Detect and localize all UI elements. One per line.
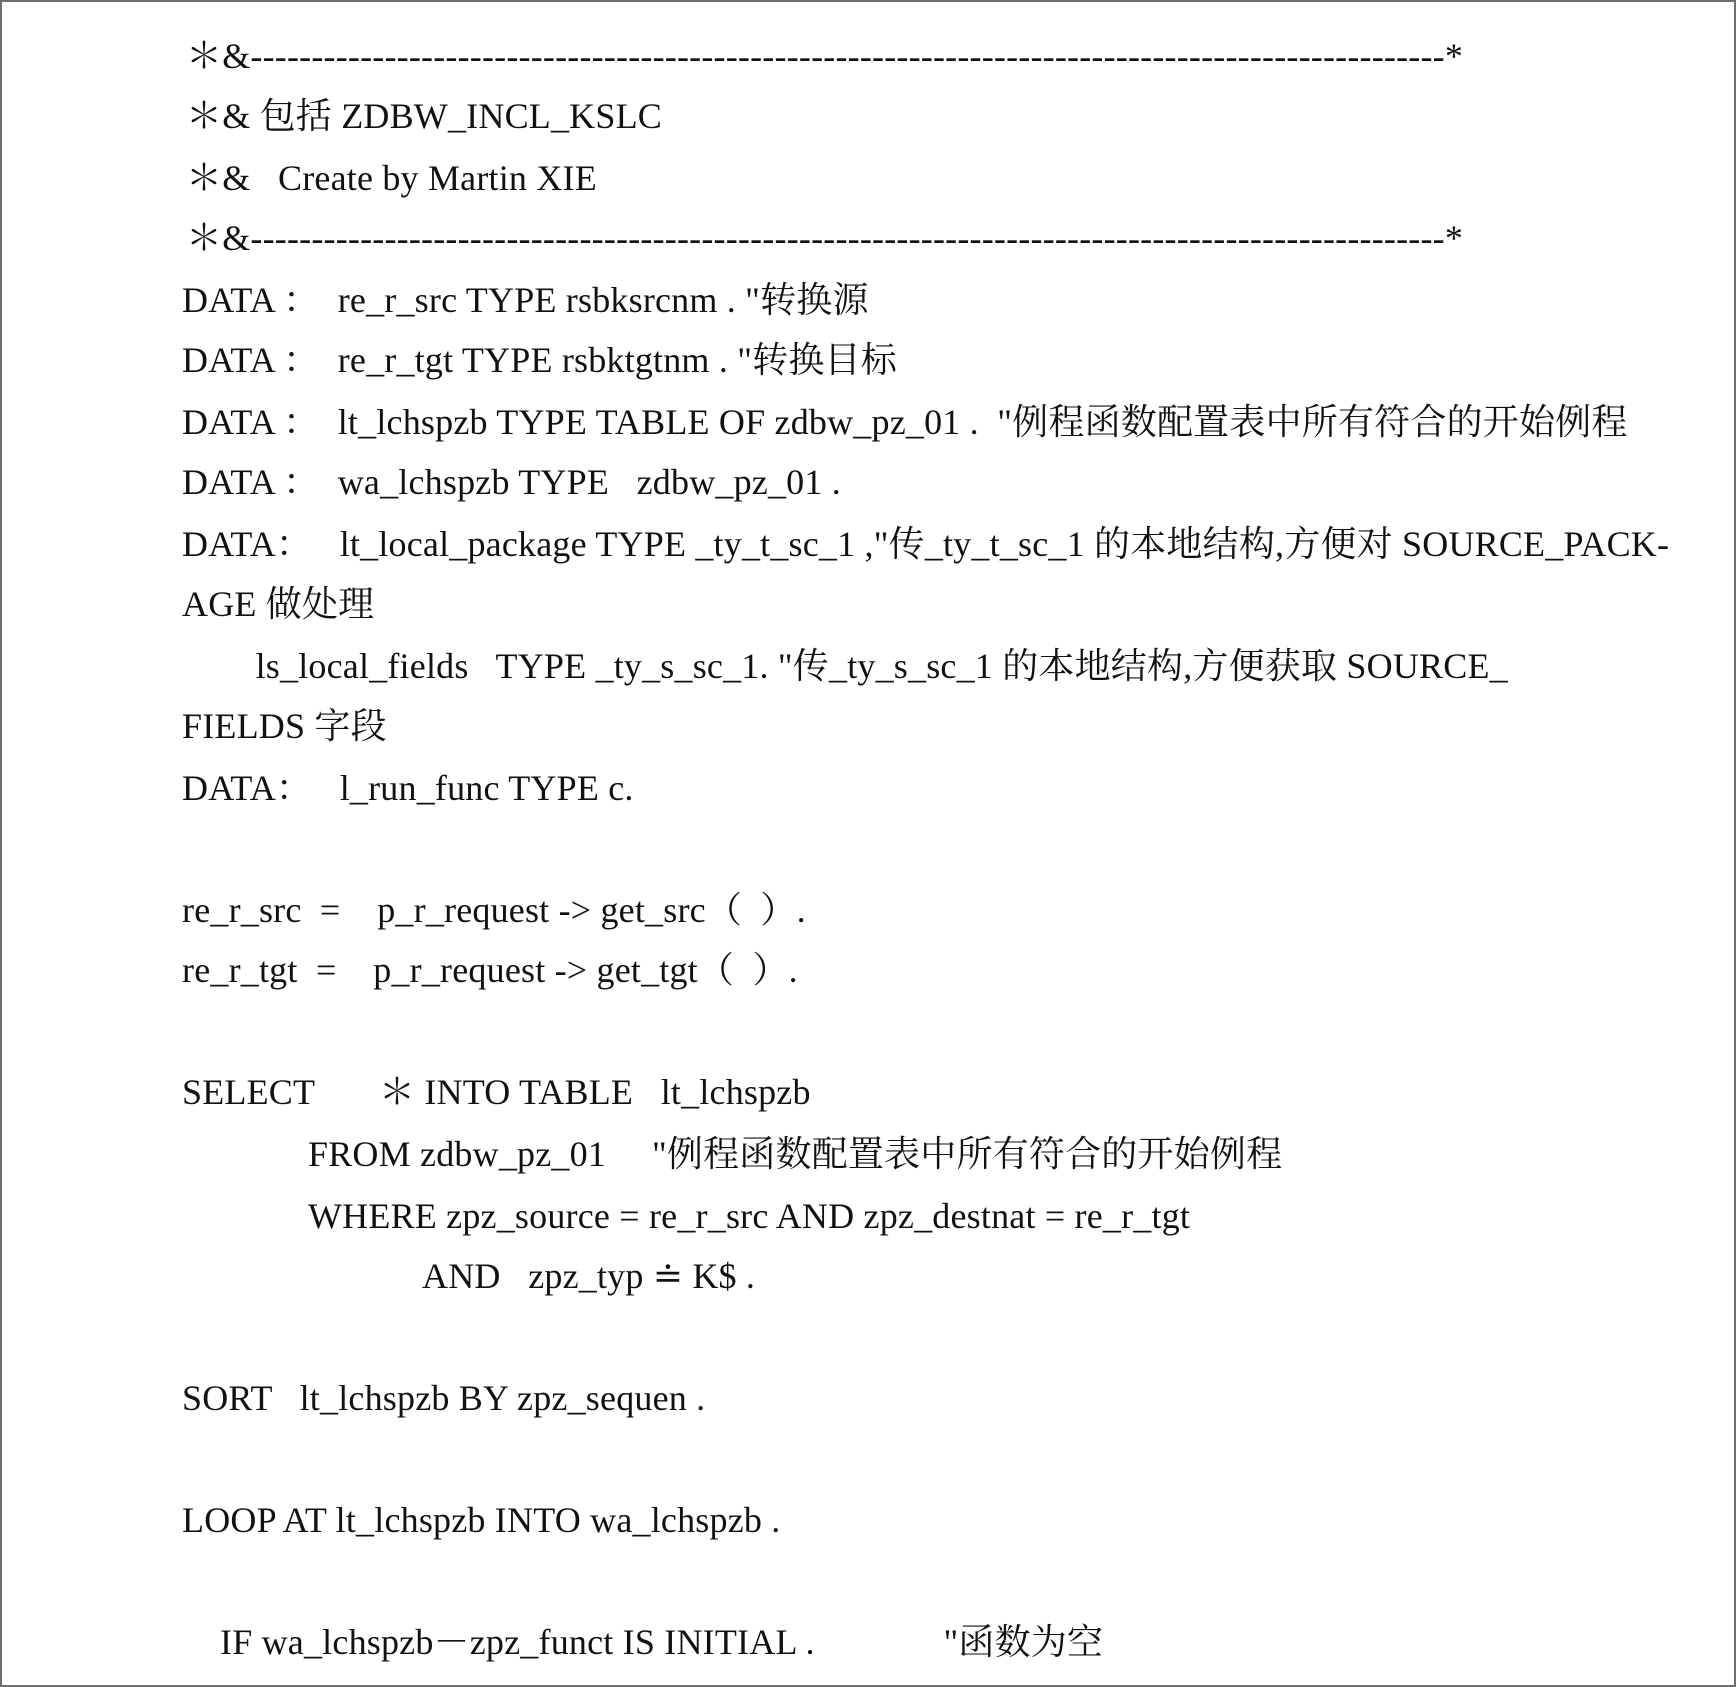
code-line-header-rule-bottom: ＊&--------------------------------------------------------------------------------------------------* [186, 218, 1464, 258]
code-line-select: SELECT ＊ INTO TABLE lt_lchspzb [182, 1072, 811, 1112]
code-line-data-re-r-tgt: DATA ： re_r_tgt TYPE rsbktgtnm . "转换目标 [182, 340, 897, 380]
code-line-data-re-r-src: DATA ： re_r_src TYPE rsbksrcnm . "转换源 [182, 280, 869, 320]
code-line-and-zpz-typ: AND zpz_typ ≐ K$ . [422, 1256, 756, 1296]
code-line-assign-re-r-tgt: re_r_tgt = p_r_request -> get_tgt（ ）. [182, 950, 798, 990]
code-line-local-fields: ls_local_fields TYPE _ty_s_sc_1. "传_ty_s_sc_1 的本地结构,方便获取 SOURCE_ [182, 646, 1508, 686]
code-line-include-name: ＊& 包括 ZDBW_INCL_KSLC [186, 96, 662, 136]
code-line-from: FROM zdbw_pz_01 "例程函数配置表中所有符合的开始例程 [308, 1134, 1283, 1174]
code-line-sort: SORT lt_lchspzb BY zpz_sequen . [182, 1378, 706, 1418]
code-line-data-local-package-continued: AGE 做处理 [182, 584, 375, 624]
code-line-loop: LOOP AT lt_lchspzb INTO wa_lchspzb . [182, 1500, 781, 1540]
code-line-data-local-package: DATA： lt_local_package TYPE _ty_t_sc_1 ,"传_ty_t_sc_1 的本地结构,方便对 SOURCE_PACK- [182, 524, 1670, 564]
code-line-local-fields-continued: FIELDS 字段 [182, 706, 387, 746]
code-line-author: ＊& Create by Martin XIE [186, 158, 597, 198]
code-line-data-lt-lchspzb: DATA ： lt_lchspzb TYPE TABLE OF zdbw_pz_01 . "例程函数配置表中所有符合的开始例程 [182, 402, 1628, 442]
code-line-data-run-func: DATA： l_run_func TYPE c. [182, 768, 634, 808]
code-line-assign-re-r-src: re_r_src = p_r_request -> get_src（ ）. [182, 890, 806, 930]
code-line-header-rule-top: ＊&--------------------------------------------------------------------------------------------------* [186, 36, 1464, 76]
code-line-data-wa-lchspzb: DATA ： wa_lchspzb TYPE zdbw_pz_01 . [182, 462, 841, 502]
code-line-if-initial: IF wa_lchspzb－zpz_funct IS INITIAL . "函数为空 [220, 1622, 1104, 1662]
code-line-where: WHERE zpz_source = re_r_src AND zpz_destnat = re_r_tgt [308, 1196, 1191, 1236]
